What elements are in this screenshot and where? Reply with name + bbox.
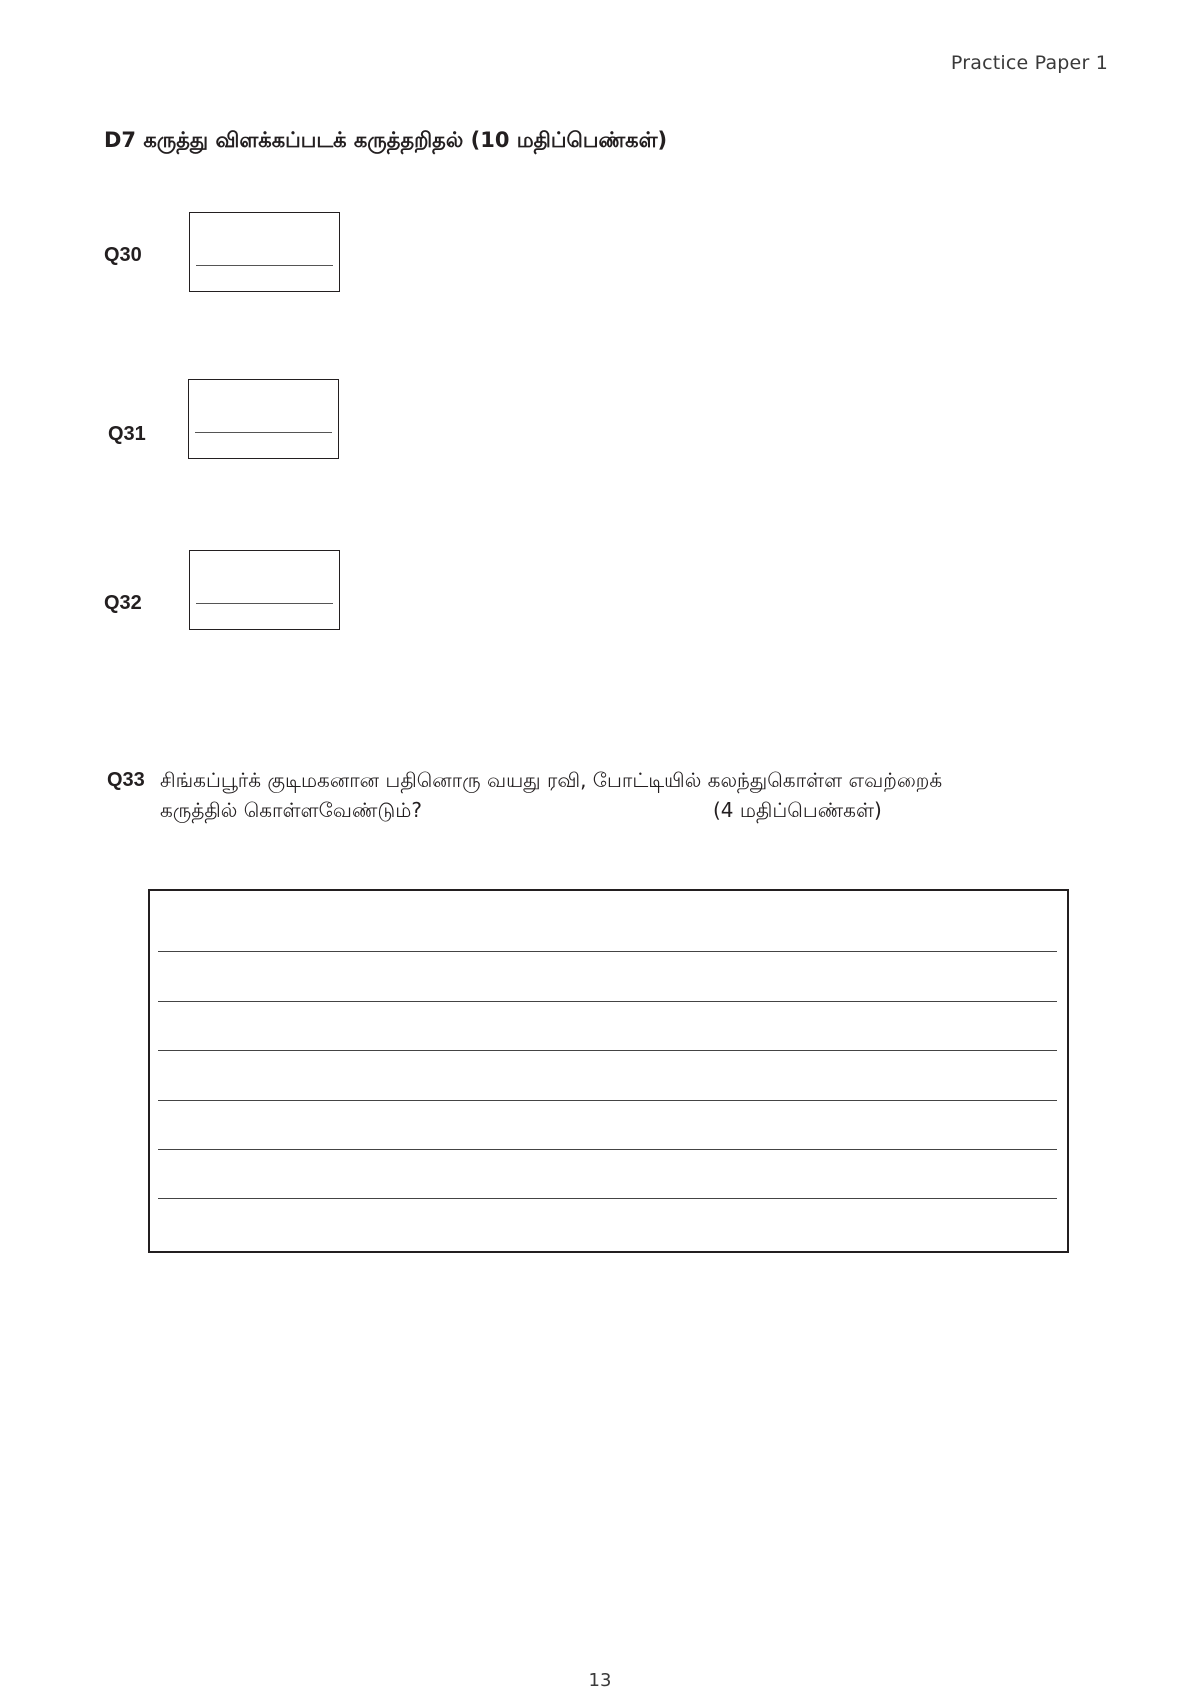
writing-line bbox=[158, 1198, 1057, 1199]
q30-answer-line bbox=[196, 265, 333, 266]
q33-marks: (4 மதிப்பெண்கள்) bbox=[713, 798, 882, 822]
q32-answer-line bbox=[196, 603, 333, 604]
q33-answer-box[interactable] bbox=[148, 889, 1069, 1253]
q30-label: Q30 bbox=[104, 244, 142, 266]
q31-answer-line bbox=[195, 432, 332, 433]
writing-line bbox=[158, 1050, 1057, 1051]
q33-question-line1: சிங்கப்பூர்க் குடிமகனான பதினொரு வயது ரவி, போட்டியில் கலந்துகொள்ள எவற்றைக் bbox=[160, 768, 943, 792]
section-title: D7 கருத்து விளக்கப்படக் கருத்தறிதல் (10 மதிப்பெண்கள்) bbox=[104, 128, 668, 152]
q30-answer-box[interactable] bbox=[189, 212, 340, 292]
writing-line bbox=[158, 1100, 1057, 1101]
page-number: 13 bbox=[588, 1670, 612, 1691]
q32-answer-box[interactable] bbox=[189, 550, 340, 630]
q32-label: Q32 bbox=[104, 592, 142, 614]
writing-line bbox=[158, 951, 1057, 952]
running-header: Practice Paper 1 bbox=[950, 52, 1108, 74]
q31-label: Q31 bbox=[108, 423, 146, 445]
writing-line bbox=[158, 1149, 1057, 1150]
q33-label: Q33 bbox=[107, 769, 145, 791]
writing-line bbox=[158, 1001, 1057, 1002]
q33-question-line2: கருத்தில் கொள்ளவேண்டும்? bbox=[160, 798, 422, 822]
q31-answer-box[interactable] bbox=[188, 379, 339, 459]
